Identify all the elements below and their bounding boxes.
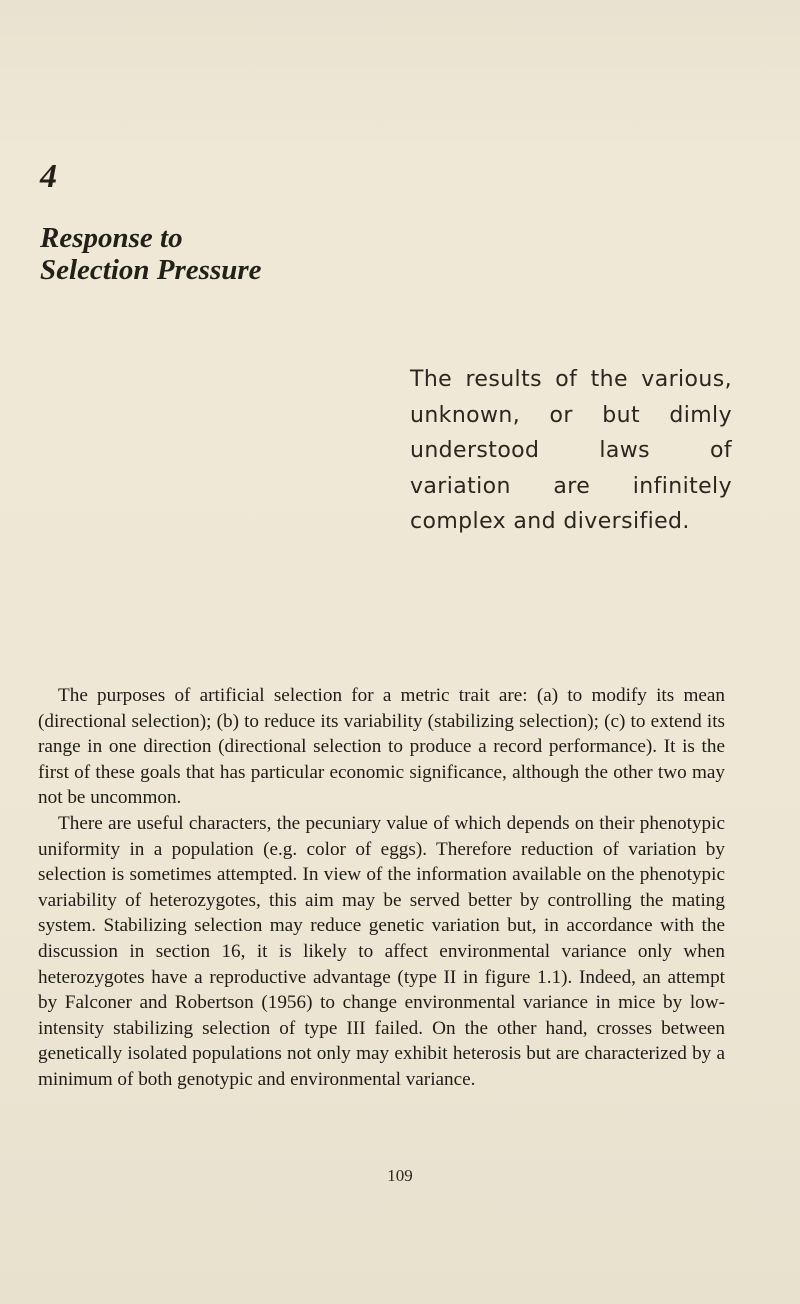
body-text	[38, 683, 725, 1093]
paragraph-1: The purposes of artificial selection for a metric trait are: (a) to modify its mean (directional selection); (b) to reduce its variability (stabilizing selection); (c) to extend its range in one direction (directional selection to produce a record performance). It is the first of these goals that has particular economic significance, although the other two may not be uncommon.	[38, 685, 725, 809]
chapter-title-line-2: Selection Pressure	[40, 254, 262, 286]
epigraph: The results of the various, unknown, or but dimly understood laws of variation are infinitely complex and diversified.	[410, 367, 732, 534]
chapter-title-line-1: Response to	[40, 222, 183, 254]
page-number: 109	[387, 1166, 413, 1185]
chapter-number: 4	[40, 158, 57, 195]
paragraph-2: There are useful characters, the pecuniary value of which depends on their phenotypic uniformity in a population (e.g. color of eggs). Therefore reduction of variation by selection is sometimes attempted. In view of the information available on the phenotypic variability of heterozygotes, this aim may be served better by controlling the mating system. Stabilizing selection may reduce genetic variation but, in accordance with the discussion in section 16, it is likely to affect environmental variance only when heterozygotes have a reproductive advantage (type II in figure 1.1). Indeed, an attempt by Falconer and Robertson (1956) to change environmental variance in mice by low-intensity stabilizing selection of type III failed. On the other hand, crosses between genetically isolated populations not only may exhibit heterosis but are characterized by a minimum of both genotypic and environmental variance.	[38, 812, 725, 1090]
chapter-title	[40, 222, 460, 286]
